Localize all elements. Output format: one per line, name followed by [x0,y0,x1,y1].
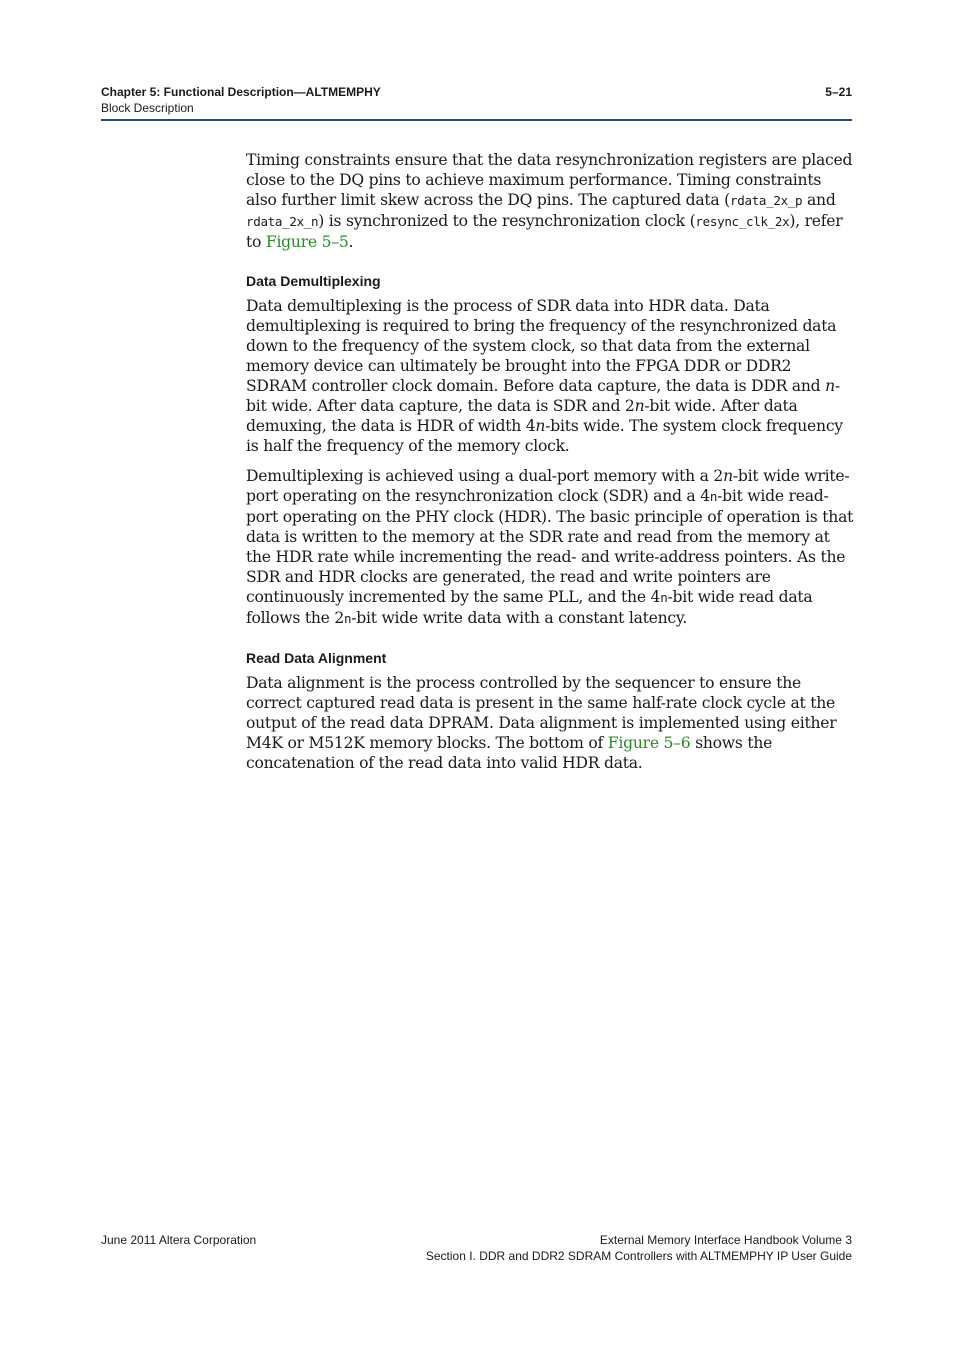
heading-data-demultiplexing: Data Demultiplexing [246,273,381,289]
code-rdata-2x-n: rdata_2x_n [246,214,319,229]
code-resync-clk-2x: resync_clk_2x [695,214,790,229]
page-header [101,84,852,116]
text-run: ) is synchronized to the resynchronization clock ( [318,212,696,230]
text-run: and [802,191,836,209]
paragraph-demux-definition [246,296,856,456]
text-run: shows the concatenation of the read data into valid HDR data. [246,734,773,772]
main-content [246,150,856,783]
figure-5-5-link[interactable]: Figure 5–5 [265,233,349,251]
chapter-title: Chapter 5: Functional Description—ALTMEMPHY [101,85,381,99]
text-run: Timing constraints ensure that the data resynchronization registers are placed close to the DQ pins to achieve maximum performance. Timing constraints also further limit skew across the DQ pins. The captured data ( [246,151,853,209]
text-run: -bit wide write-port operating on the resynchronization clock (SDR) and a 4 [246,467,850,505]
text-run: -bit wide read data follows the 2 [246,588,813,627]
text-run: Data demultiplexing is the process of SDR data into HDR data. Data demultiplexing is required to bring the frequency of the resynchronized data down to the frequency of the system clock, so that data from the external memory device can ultimately be brought into the FPGA DDR or DDR2 SDRAM controller clock domain. Before data capture, the data is DDR and [246,297,837,395]
footer-document-title [426,1232,852,1264]
paragraph-data-alignment [246,673,856,773]
text-run: . [348,233,354,251]
section-title: Block Description [101,101,194,115]
text-run: Data alignment is the process controlled by the sequencer to ensure the correct captured read data is present in the same half-rate clock cycle at the output of the read data DPRAM. Data alignment is implemented using either M4K or M512K memory blocks. The bottom of [246,674,837,752]
footer-handbook-title: External Memory Interface Handbook Volume 3 [599,1233,852,1247]
italic-n: n [723,467,733,485]
text-run: Demultiplexing is achieved using a dual-port memory with a 2 [246,467,724,485]
page-number: 5–21 [825,85,852,99]
text-run: -bit wide read-port operating on the PHY clock (HDR). The basic principle of operation is that data is written to the memory at the SDR rate and read from the memory at the HDR rate while incrementing the read- and write-address pointers. As the SDR and HDR clocks are generated, the read and write pointers are continuously incremented by the same PLL, and the 4 [246,487,854,606]
figure-5-6-link[interactable]: Figure 5–6 [607,734,691,752]
footer-date-company: June 2011 Altera Corporation [101,1233,257,1247]
text-run: -bits wide. The system clock frequency is half the frequency of the memory clock. [246,417,843,455]
code-rdata-2x-p: rdata_2x_p [730,193,803,208]
text-run: -bit wide write data with a constant latency. [351,609,688,627]
code-n: n [344,611,352,626]
code-n: n [660,590,668,605]
text-run: ), refer to [246,212,843,251]
italic-n: n [535,417,546,435]
footer-section-title: Section I. DDR and DDR2 SDRAM Controllers with ALTMEMPHY IP User Guide [425,1249,852,1263]
paragraph-timing-constraints [246,150,856,252]
paragraph-demux-implementation [246,466,856,629]
code-n: n [709,489,718,504]
header-divider [101,119,852,121]
italic-n: n [634,397,645,415]
text-run: -bit wide. After data capture, the data is SDR and 2 [246,377,840,415]
heading-read-data-alignment: Read Data Alignment [246,650,387,666]
text-run: -bit wide. After data demuxing, the data is HDR of width 4 [246,397,798,435]
italic-n: n [825,377,835,395]
